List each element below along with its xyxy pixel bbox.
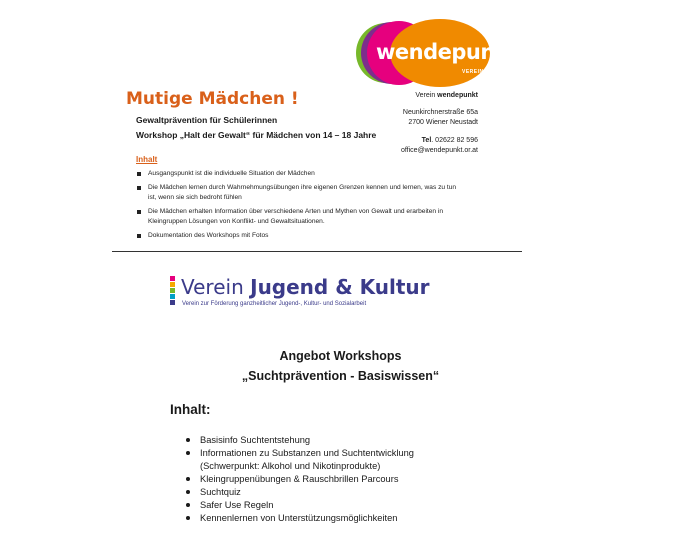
address-street: Neunkirchnerstraße 65a [402, 109, 478, 117]
doc2-heading-1: Angebot Workshops [279, 349, 402, 363]
list-item: Kleingruppenübungen & Rauschbrillen Parcours [186, 473, 446, 486]
doc1-title: Mutige Mädchen ! [126, 89, 299, 109]
list-item: Basisinfo Suchtentstehung [186, 434, 446, 447]
doc1-subtitle-2: Workshop „Halt der Gewalt“ für Mädchen von 14 – 18 Jahre [136, 130, 377, 140]
address-city: 2700 Wiener Neustadt [408, 119, 478, 127]
doc1-content-list [136, 169, 466, 244]
address-org: Verein wendepunkt [415, 92, 478, 99]
list-item: Suchtquiz [186, 486, 446, 499]
jugend-kultur-logo-subtitle: Verein zur Förderung ganzheitlicher Jugend-, Kultur- und Sozialarbeit [182, 301, 367, 307]
list-item: Kennenlernen von Unterstützungsmöglichkeiten [186, 512, 446, 525]
jugend-kultur-logo-bars [170, 276, 176, 306]
list-item: Safer Use Regeln [186, 499, 446, 512]
wendepunkt-logo-subtext: VEREIN [462, 69, 484, 75]
doc1-subtitle-1: Gewaltprävention für Schülerinnen [136, 115, 278, 125]
list-item: Ausgangspunkt ist die individuelle Situation der Mädchen [136, 169, 466, 180]
jugend-kultur-logo-title: Verein Jugend & Kultur [181, 275, 430, 299]
wendepunkt-logo [352, 18, 518, 88]
doc2-heading-2: „Suchtprävention - Basiswissen“ [241, 369, 440, 383]
address-email: office@wendepunkt.or.at [400, 146, 478, 154]
address-phone: Tel. 02622 82 596 [421, 136, 478, 144]
list-item: Die Mädchen erhalten Information über verschiedene Arten und Mythen von Gewalt und erarbeiten in Kleingruppen Lösungen von Konflikt- und Gewaltsituationen. [136, 207, 466, 228]
wendepunkt-logo-text: wendepunkt [376, 40, 518, 64]
list-item: Die Mädchen lernen durch Wahrnehmungsübungen ihre eigenen Grenzen kennen und lernen, was zu tun ist, wenn sie sich bedroht fühlen [136, 183, 466, 204]
list-item: Dokumentation des Workshops mit Fotos [136, 231, 466, 242]
section-divider [112, 251, 522, 252]
doc2-inhalt-heading: Inhalt: [170, 402, 211, 417]
doc2-content-list [186, 434, 446, 525]
list-item: Informationen zu Substanzen und Suchtentwicklung (Schwerpunkt: Alkohol und Nikotinprodukte) [186, 447, 446, 473]
doc1-address-block [380, 91, 478, 156]
doc1-inhalt-heading: Inhalt [136, 155, 158, 164]
